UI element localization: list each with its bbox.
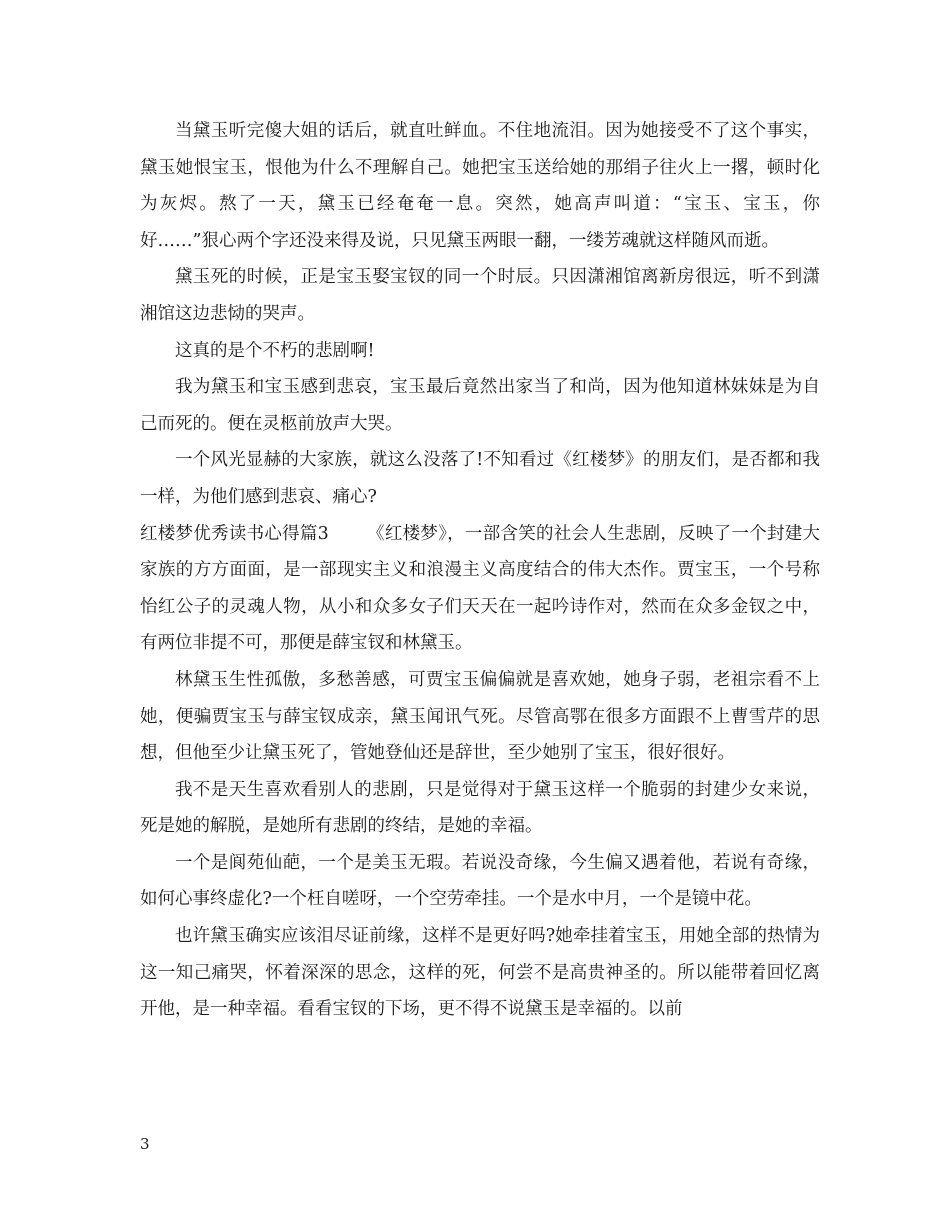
paragraph-9: 一个是阆苑仙葩，一个是美玉无瑕。若说没奇缘，今生偏又遇着他，若说有奇缘，如何心事终虚化?一个枉自嗟呀，一个空劳牵挂。一个是水中月，一个是镜中花。: [140, 852, 820, 910]
paragraph-4: 我为黛玉和宝玉感到悲哀，宝玉最后竟然出家当了和尚，因为他知道林妹妹是为自己而死的。便在灵柩前放声大哭。: [140, 377, 820, 434]
paragraph-8: 我不是天生喜欢看别人的悲剧，只是觉得对于黛玉这样一个脆弱的封建少女来说，死是她的解脱，是她所有悲剧的终结，是她的幸福。: [140, 779, 820, 837]
section-heading: 红楼梦优秀读书心得篇3: [140, 523, 329, 544]
page-number: 3: [140, 1135, 150, 1153]
section-paragraph: [140, 516, 820, 662]
paragraph-3: 这真的是个不朽的悲剧啊!: [175, 340, 375, 361]
document-body: [140, 113, 820, 1028]
section-first-paragraph: 《红楼梦》，一部含笑的社会人生悲剧，反映了一个封建大家族的方方面面，是一部现实主义和浪漫主义高度结合的伟大杰作。贾宝玉，一个号称怡红公子的灵魂人物，从小和众多女子们天天在一起吟诗作对，然而在众多金钗之中，有两位非提不可，那便是薛宝钗和林黛玉。: [140, 523, 821, 654]
paragraph-10: 也许黛玉确实应该泪尽证前缘，这样不是更好吗?她牵挂着宝玉，用她全部的热情为这一知己痛哭，怀着深深的思念，这样的死，何尝不是高贵神圣的。所以能带着回忆离开他，是一种幸福。看看宝钗的下场，更不得不说黛玉是幸福的。以前: [140, 926, 820, 1020]
paragraph-5: 一个风光显赫的大家族，就这么没落了!不知看过《红楼梦》的朋友们，是否都和我一样，为他们感到悲哀、痛心?: [140, 450, 820, 507]
paragraph-7: 林黛玉生性孤傲，多愁善感，可贾宝玉偏偏就是喜欢她，她身子弱，老祖宗看不上她，便骗贾宝玉与薛宝钗成亲，黛玉闻讯气死。尽管高鄂在很多方面跟不上曹雪芹的思想，但他至少让黛玉死了，管她登仙还是辞世，至少她别了宝玉，很好很好。: [140, 669, 820, 764]
paragraph-1: 当黛玉听完傻大姐的话后，就直吐鲜血。不住地流泪。因为她接受不了这个事实，黛玉她恨宝玉，恨他为什么不理解自己。她把宝玉送给她的那绢子往火上一撂，顿时化为灰烬。熬了一天，黛玉已经奄奄一息。突然，她高声叫道：“宝玉、宝玉，你好……”狠心两个字还没来得及说，只见黛玉两眼一翻，一缕芳魂就这样随风而逝。: [140, 121, 820, 251]
paragraph-2: 黛玉死的时候，正是宝玉娶宝钗的同一个时辰。只因潇湘馆离新房很远，听不到潇湘馆这边悲恸的哭声。: [140, 267, 820, 324]
